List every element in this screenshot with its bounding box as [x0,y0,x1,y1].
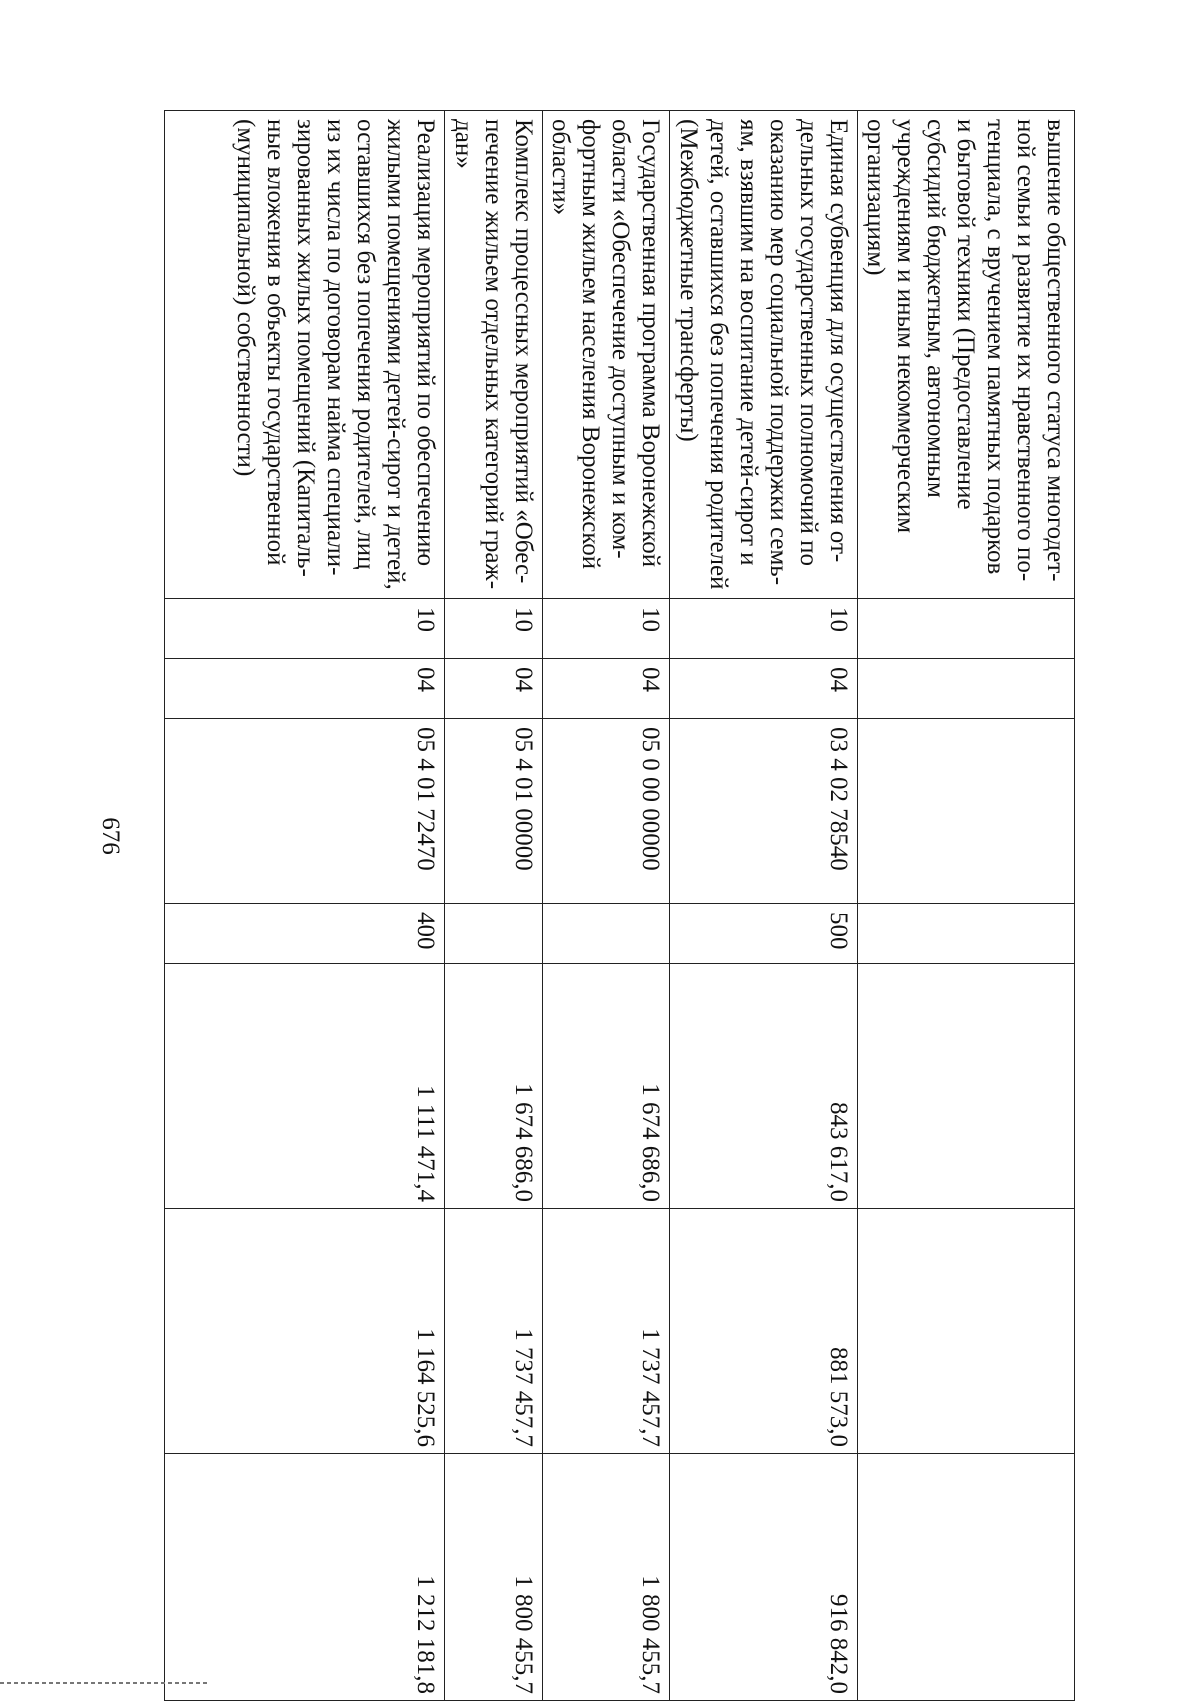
row-pr: 04 [445,659,543,719]
row-csr [858,719,1075,904]
row-year2: 1 737 457,7 [445,1209,543,1454]
scan-edge-artifact [0,1682,210,1684]
row-year3: 1 800 455,7 [543,1454,670,1701]
row-pr: 04 [165,659,445,719]
row-year3 [858,1454,1075,1701]
table-row [543,111,670,1701]
row-year3: 1 800 455,7 [445,1454,543,1701]
row-name: Государственная программа Воронежской области «Обеспечение доступным и ком-фортным жильем населения Воронежской области» [543,111,670,599]
table-row [445,111,543,1701]
row-pr [858,659,1075,719]
budget-table-rotated [205,110,1075,1700]
row-year1 [858,964,1075,1209]
row-year2: 881 573,0 [670,1209,858,1454]
row-vr [858,904,1075,964]
row-csr: 05 0 00 00000 [543,719,670,904]
row-name: Комплекс процессных мероприятий «Обес-печение жильем отдельных категорий граж-дан» [445,111,543,599]
row-year1: 1 111 471,4 [165,964,445,1209]
row-vr [445,904,543,964]
row-rz: 10 [670,599,858,659]
row-name: Единая субвенция для осуществления от-дельных государственных полномочий по оказанию мер социальной поддержки семь-ям, взявшим на воспитание детей-сирот и детей, оставшихся без попечения родителей (Межбюджетные трансферты) [670,111,858,599]
row-year1: 1 674 686,0 [543,964,670,1209]
row-year3: 1 212 181,8 [165,1454,445,1701]
row-year1: 1 674 686,0 [445,964,543,1209]
table-row [165,111,445,1701]
row-rz [858,599,1075,659]
table-row [858,111,1075,1701]
row-name: вышение общественного статуса многодет-ной семьи и развитие их нравственного по-тенциала, с вручением памятных подарков и бытовой техники (Предоставление субсидий бюджетным, автономным учреждениям и иным некоммерческим организациям) [858,111,1075,599]
row-vr: 500 [670,904,858,964]
row-year2: 1 164 525,6 [165,1209,445,1454]
row-pr: 04 [670,659,858,719]
page-number: 676 [97,817,124,855]
row-year2: 1 737 457,7 [543,1209,670,1454]
row-rz: 10 [165,599,445,659]
row-rz: 10 [445,599,543,659]
row-vr: 400 [165,904,445,964]
row-csr: 05 4 01 00000 [445,719,543,904]
row-year1: 843 617,0 [670,964,858,1209]
row-rz: 10 [543,599,670,659]
row-csr: 03 4 02 78540 [670,719,858,904]
row-year3: 916 842,0 [670,1454,858,1701]
row-pr: 04 [543,659,670,719]
row-year2 [858,1209,1075,1454]
table-row [670,111,858,1701]
row-name: Реализация мероприятий по обеспечению жилыми помещениями детей-сирот и детей, оставшихся без попечения родителей, лиц из их числа по договорам найма специали-зированных жилых помещений (Капиталь-ные вложения в объекты государственной (муниципальной) собственности) [165,111,445,599]
budget-table [164,110,1075,1701]
row-csr: 05 4 01 72470 [165,719,445,904]
row-vr [543,904,670,964]
